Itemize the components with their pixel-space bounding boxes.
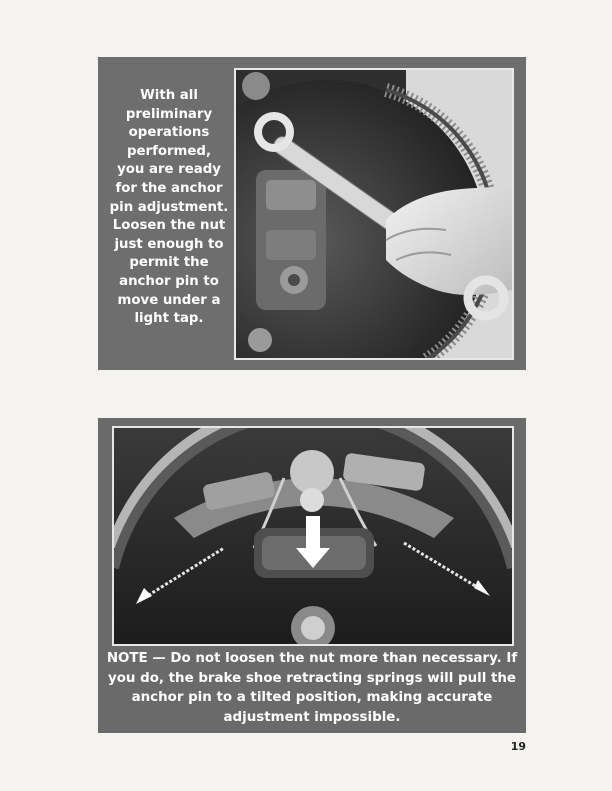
page-number: 19 bbox=[510, 740, 526, 753]
anchor-pin-instruction: With all preliminary operations performed, you are ready for the anchor pin adjustment. Loosen the nut just enough to permit the anchor pin to move under a light tap. bbox=[109, 88, 229, 327]
caution-note: NOTE — Do not loosen the nut more than necessary. If you do, the brake shoe retracting springs will pull the anchor pin to a tilted position, making accurate adjustment impossible. bbox=[106, 651, 518, 725]
caution-panel bbox=[98, 418, 526, 733]
wrench-on-anchor-nut-photo bbox=[234, 68, 514, 360]
anchor-pin-panel bbox=[98, 57, 526, 370]
brake-shoe-springs-photo bbox=[112, 426, 514, 646]
